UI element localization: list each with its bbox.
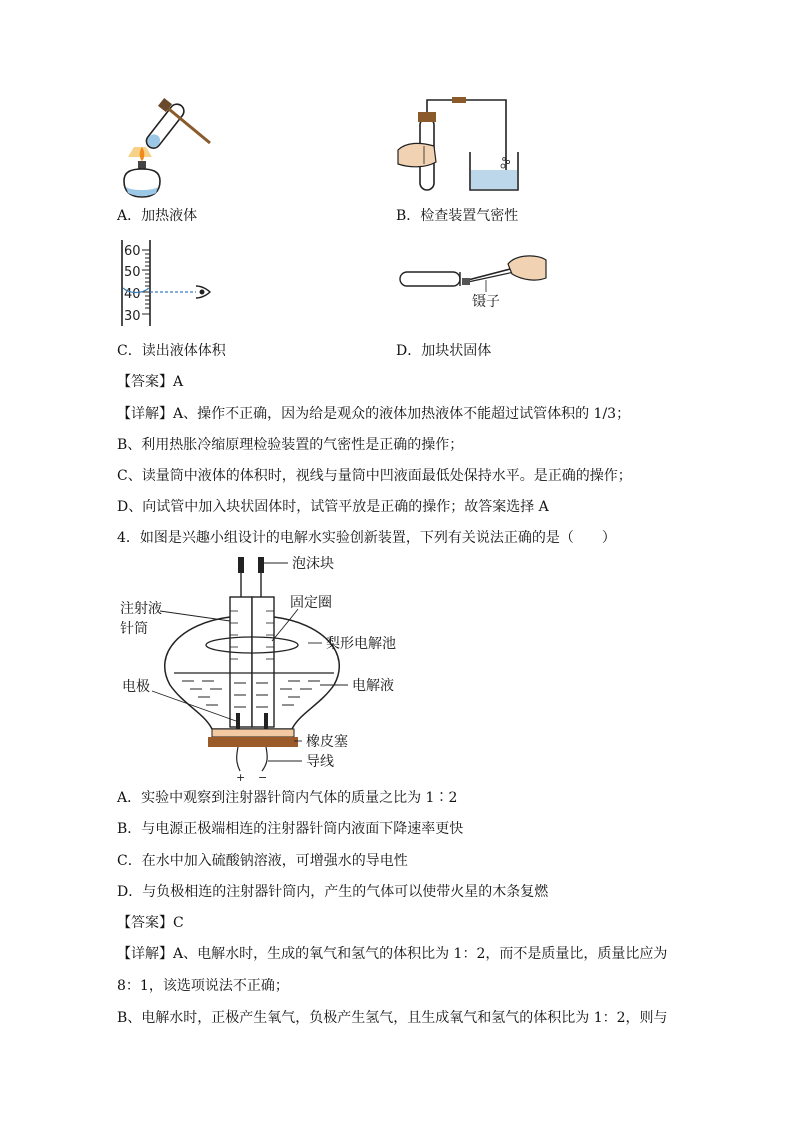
wire-minus: −	[258, 771, 268, 783]
tweezer-label: 镊子	[472, 294, 500, 310]
cylinder-tick-40: 40	[124, 287, 141, 302]
q4-detail-line-2: 8：1，该选项说法不正确；	[117, 978, 289, 994]
q3-detail-line-2: B、利用热胀冷缩原理检验装置的气密性是正确的操作；	[117, 437, 464, 453]
q3-option-b: B．检查装置气密性	[396, 208, 519, 224]
figure-electrolysis-apparatus	[112, 553, 432, 783]
q3-option-d: D．加块状固体	[396, 343, 492, 359]
label-syringe-2: 针筒	[120, 621, 148, 637]
label-wire: 导线	[306, 754, 334, 770]
figure-heating-liquid	[112, 95, 222, 205]
label-syringe-1: 注射液	[120, 601, 162, 617]
label-electrode: 电极	[122, 679, 150, 695]
cylinder-tick-60: 60	[124, 244, 141, 259]
q3-answer: 【答案】A	[117, 374, 184, 390]
label-foam: 泡沫块	[292, 556, 334, 572]
q4-option-b: B．与电源正极端相连的注射器针筒内液面下降速率更快	[117, 821, 464, 837]
cylinder-tick-30: 30	[124, 309, 141, 324]
label-stopper: 橡皮塞	[306, 734, 348, 750]
q4-option-c: C．在水中加入硫酸钠溶液，可增强水的导电性	[117, 853, 408, 869]
figure-reading-volume	[112, 236, 222, 332]
q4-answer: 【答案】C	[117, 915, 184, 931]
q4-option-a: A．实验中观察到注射器针筒内气体的质量之比为 1∶2	[117, 790, 458, 806]
q3-detail-line-1: 【详解】A、操作不正确，因为给是观众的液体加热液体不能超过试管体积的 1/3；	[117, 406, 631, 422]
q4-detail-line-1: 【详解】A、电解水时，生成的氧气和氢气的体积比为 1：2，而不是质量比，质量比应为	[117, 946, 668, 962]
label-ring: 固定圈	[290, 595, 332, 611]
q3-detail-line-3: C、读量筒中液体的体积时，视线与量筒中凹液面最低处保持水平。是正确的操作；	[117, 468, 632, 484]
wire-plus: +	[236, 771, 246, 783]
label-electrolyte: 电解液	[352, 678, 394, 694]
q4-option-d: D．与负极相连的注射器针筒内，产生的气体可以使带火星的木条复燃	[117, 884, 549, 900]
q3-option-c: C．读出液体体积	[117, 343, 226, 359]
figure-air-tightness	[396, 92, 526, 202]
figure-adding-solid	[396, 252, 556, 312]
q3-detail-line-4: D、向试管中加入块状固体时，试管平放是正确的操作；故答案选择 A	[117, 499, 549, 515]
label-cell: 梨形电解池	[326, 636, 396, 652]
q4-detail-line-3: B、电解水时，正极产生氧气，负极产生氢气，且生成氧气和氢气的体积比为 1：2，则与	[117, 1010, 668, 1026]
cylinder-tick-50: 50	[124, 265, 141, 280]
q3-option-a: A．加热液体	[117, 208, 198, 224]
q4-question: 4．如图是兴趣小组设计的电解水实验创新装置，下列有关说法正确的是（ ）	[117, 530, 616, 546]
